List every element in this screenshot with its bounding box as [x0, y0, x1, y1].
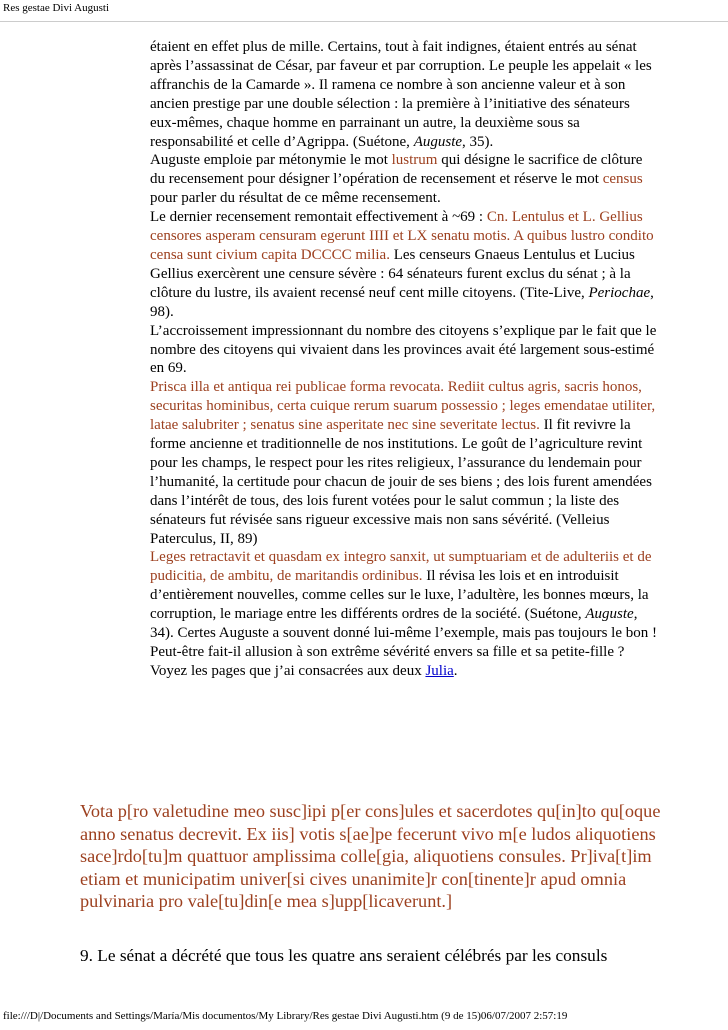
paragraph-last-census: [150, 208, 660, 321]
julia-link[interactable]: Julia: [425, 662, 454, 679]
latin-quote: Cn. Lentulus et L. Gellius censores asperam censuram egerunt IIII et LX senatu motis. A quibus lustro condito censa sunt civium capita DCCCC milia.: [150, 209, 654, 263]
paragraph-text: Il révisa les lois et en introduisit d’entièrement nouvelles, comme celles sur le luxe, l’adultère, les bonnes mœurs, la corruption, le mariage entre les différents ordres de la société. (Suétone,: [150, 568, 649, 623]
paragraph-laws: [150, 548, 660, 680]
citation-text: , 98).: [150, 284, 654, 320]
paragraph-text: Il fit revivre la forme ancienne et traditionnelle de nos institutions. Le goût de l’agriculture revint pour les champs, le respect pour les rites religieux, l’assurance du lendemain pour l’humanité, la certitude pour chacun de jouir de ses biens ; des lois furent amendées dans l’intérêt de tous, des lois furent votées pour le salut commun ; la liste des sénateurs fut révisée sans rigueur excessive mais non sans sévérité. (Velleius Paterculus, II, 89): [150, 417, 652, 547]
commentary-text: [150, 38, 660, 681]
paragraph-text: , 34). Certes Auguste a souvent donné lui-même l’exemple, mais pas toujours le bon ! Peut-être fait-il allusion à son extrême sévérité envers sa fille et sa petite-fille ? Voyez les pages que j’ai consacrées aux deux: [150, 606, 657, 679]
paragraph-text: étaient en effet plus de mille. Certains, tout à fait indignes, étaient entrés au sénat après l’assassinat de César, par faveur et par corruption. Le peuple les appelait « les affranchis de la Camarde ». Il ramena ce nombre à son ancienne valeur et à son ancien prestige par une double sélection : la première à l’initiative des sénateurs eux-mêmes, chaque homme en parrainant un autre, la deuxième sous sa responsabilité et celle d’Agrippa.: [150, 39, 652, 150]
paragraph-text: qui désigne le sacrifice de clôture du recensement pour désigner l’opération de recensement et réserve le mot: [150, 152, 643, 188]
french-translation-block: 9. Le sénat a décrété que tous les quatre ans seraient célébrés par les consuls: [80, 946, 608, 965]
paragraph-text: Les censeurs Gnaeus Lentulus et Lucius Gellius exercèrent une censure sévère : 64 sénateurs furent exclus du sénat ; à la clôture du lustre, ils avaient recensé neuf cent mille citoyens. (Tite-Live,: [150, 246, 635, 301]
latin-quote: Prisca illa et antiqua rei publicae forma revocata. Rediit cultus agris, sacris honos, securitas hominibus, certa cuique rerum suarum possessio ; leges emendatae utiliter, latae salubriter ; senatus sine asperitate nec sine severitate lectus.: [150, 379, 656, 434]
paragraph-text: L’accroissement impressionnant du nombre des citoyens s’explique par le fait que le nombre des citoyens qui vivaient dans les provinces avait été largement sous-estimé en 69.: [150, 322, 657, 377]
paragraph-citizen-growth: [150, 322, 660, 379]
paragraph-text: Le dernier recensement remontait effectivement à ~69 :: [150, 209, 487, 226]
latin-inscription-block: Vota p[ro valetudine meo susc]ipi p[er cons]ules et sacerdotes qu[in]to qu[oque anno senatus decrevit. Ex iis] votis s[ae]pe fecerunt vivo m[e ludos aliquotiens sace]rdo[tu]m quattuor amplissima colle[gia, aliquotiens consules. Pr]iva[t]im etiam et municipatim univer[si cives unanimite]r con[tinente]r apud omnia pulvinaria pro vale[tu]din[e mea s]upp[licaverunt.]: [80, 801, 661, 911]
header-divider: [0, 21, 728, 22]
page-footer-path: file:///D|/Documents and Settings/María/Mis documentos/My Library/Res gestae Divi Augusti.htm (9 de 15)06/07/2007 2:57:19: [3, 1010, 568, 1022]
citation-work: Periochae: [588, 284, 651, 301]
paragraph-senate-members: [150, 38, 660, 151]
page-header-title: Res gestae Divi Augusti: [3, 2, 110, 14]
paragraph-text: Auguste emploie par métonymie le mot: [150, 152, 392, 169]
citation-text: (Suétone,: [349, 133, 414, 150]
paragraph-lustrum: [150, 151, 660, 208]
latin-term: census: [602, 171, 643, 188]
citation-work: Auguste: [585, 606, 634, 623]
latin-quote: Leges retractavit et quasdam ex integro sanxit, ut sumptuariam et de adulteriis et de pudicitia, de ambitu, de maritandis ordinibus.: [150, 549, 652, 585]
citation-text: , 35).: [462, 133, 494, 150]
paragraph-velleius: [150, 378, 660, 548]
latin-term: lustrum: [391, 152, 438, 169]
citation-work: Auguste: [413, 133, 463, 150]
paragraph-text: pour parler du résultat de ce même recensement.: [150, 190, 441, 207]
paragraph-text: .: [453, 662, 458, 679]
